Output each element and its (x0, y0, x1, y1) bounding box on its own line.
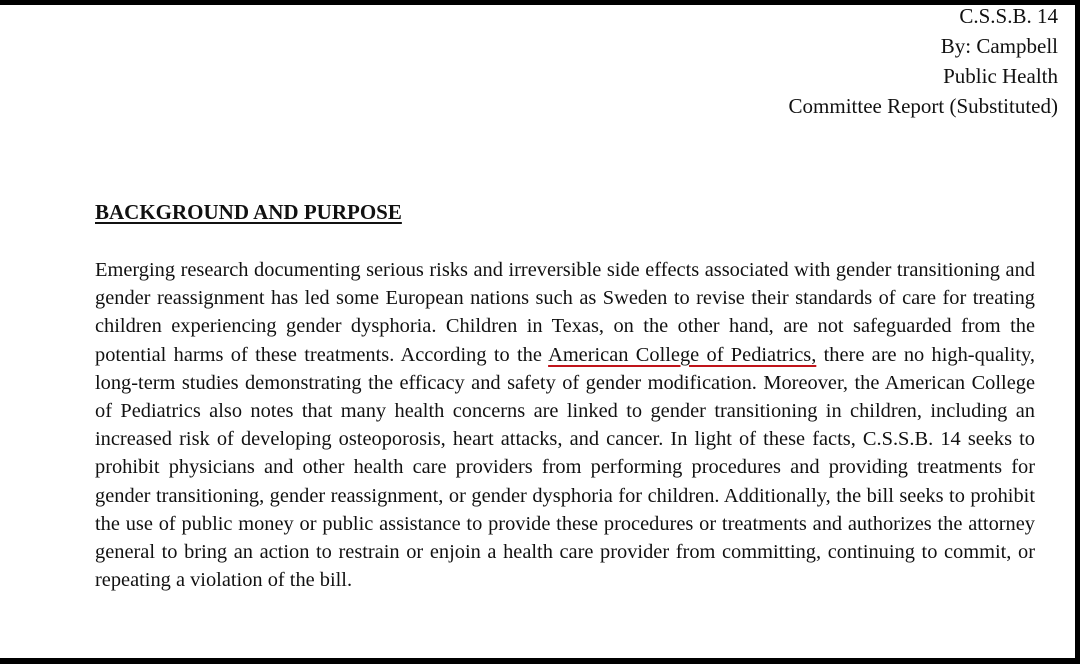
body-text-part2: there are no high-quality, long-term studies demonstrating the efficacy and safety of gender modification. Moreover, the American College of Pediatrics also notes that many health concerns are linked to gender transitioning in children, including an increased risk of developing osteoporosis, heart attacks, and cancer. In light of these facts, C.S.S.B. 14 seeks to prohibit physicians and other health care providers from performing procedures and providing treatments for gender transitioning, gender reassignment, or gender dysphoria for children. Additionally, the bill seeks to prohibit the use of public money or public assistance to provide these procedures or treatments and authorizes the attorney general to bring an action to restrain or enjoin a health care provider from committing, continuing to commit, or repeating a violation of the bill. (95, 343, 1036, 592)
body-text-part1: Emerging research documenting serious risks and irreversible side effects associated with gender transitioning and gender reassignment has led some European nations such as Sweden to revise their standards of care for treating children experiencing gender dysphoria. Children in Texas, on the other hand, are not safeguarded from the potential harms of these treatments. According to the (95, 259, 1035, 366)
frame-border-right (1075, 0, 1080, 664)
section-body (95, 256, 1035, 594)
section-heading: BACKGROUND AND PURPOSE (95, 200, 402, 224)
underlined-phrase: American College of Pediatrics, (548, 343, 817, 366)
report-type: Committee Report (Substituted) (788, 94, 1058, 118)
bill-author: By: Campbell (940, 34, 1058, 58)
document-header (789, 1, 1058, 121)
bill-number: C.S.S.B. 14 (959, 4, 1058, 28)
committee-name: Public Health (943, 64, 1058, 88)
frame-border-bottom (0, 658, 1080, 664)
